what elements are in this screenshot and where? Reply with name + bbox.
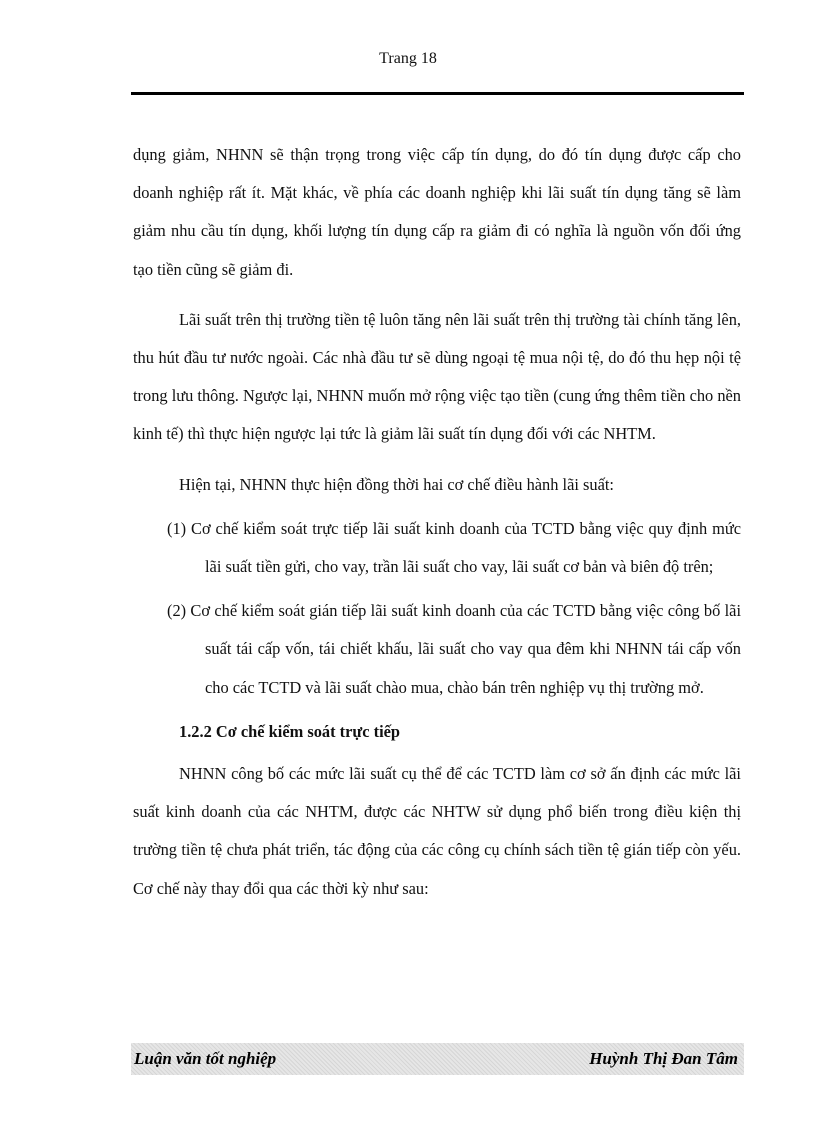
footer-bar	[131, 1043, 744, 1075]
footer-left-text: Luận văn tốt nghiệp	[134, 1049, 277, 1068]
paragraph-1: dụng giảm, NHNN sẽ thận trọng trong việc cấp tín dụng, do đó tín dụng được cấp cho doanh nghiệp rất ít. Mặt khác, về phía các doanh nghiệp khi lãi suất tín dụng tăng sẽ làm giảm nhu cầu tín dụng, khối lượng tín dụng cấp ra giảm đi có nghĩa là nguồn vốn đối ứng tạo tiền cũng sẽ giảm đi.	[133, 145, 741, 279]
paragraph-3: Hiện tại, NHNN thực hiện đồng thời hai cơ chế điều hành lãi suất:	[179, 474, 614, 494]
header-divider	[131, 92, 744, 95]
list-item-1: (1) Cơ chế kiểm soát trực tiếp lãi suất kinh doanh của TCTD bằng việc quy định mức lãi suất tiền gửi, cho vay, trần lãi suất cho vay, lãi suất cơ bản và biên độ trên;	[167, 518, 741, 577]
paragraph-4: NHNN công bố các mức lãi suất cụ thể để các TCTD làm cơ sở ấn định các mức lãi suất kinh doanh của các NHTM, được các NHTW sử dụng phổ biến trong điều kiện thị trường tiền tệ chưa phát triển, tác động của các công cụ chính sách tiền tệ gián tiếp còn yếu. Cơ chế này thay đổi qua các thời kỳ như sau:	[133, 764, 741, 898]
section-heading: 1.2.2 Cơ chế kiểm soát trực tiếp	[179, 721, 401, 741]
page-number: Trang 18	[379, 50, 437, 67]
list-item-2: (2) Cơ chế kiểm soát gián tiếp lãi suất kinh doanh của các TCTD bằng việc công bố lãi suất tái cấp vốn, tái chiết khấu, lãi suất cho vay qua đêm khi NHNN tái cấp vốn cho các TCTD và lãi suất chào mua, chào bán trên nghiệp vụ thị trường mở.	[167, 601, 741, 697]
footer-right-text: Huỳnh Thị Đan Tâm	[589, 1049, 738, 1068]
document-body	[133, 136, 741, 908]
paragraph-2: Lãi suất trên thị trường tiền tệ luôn tăng nên lãi suất trên thị trường tài chính tăng lên, thu hút đầu tư nước ngoài. Các nhà đầu tư sẽ dùng ngoại tệ mua nội tệ, do đó thu hẹp nội tệ trong lưu thông. Ngược lại, NHNN muốn mở rộng việc tạo tiền (cung ứng thêm tiền cho nền kinh tế) thì thực hiện ngược lại tức là giảm lãi suất tín dụng đối với các NHTM.	[133, 309, 741, 444]
